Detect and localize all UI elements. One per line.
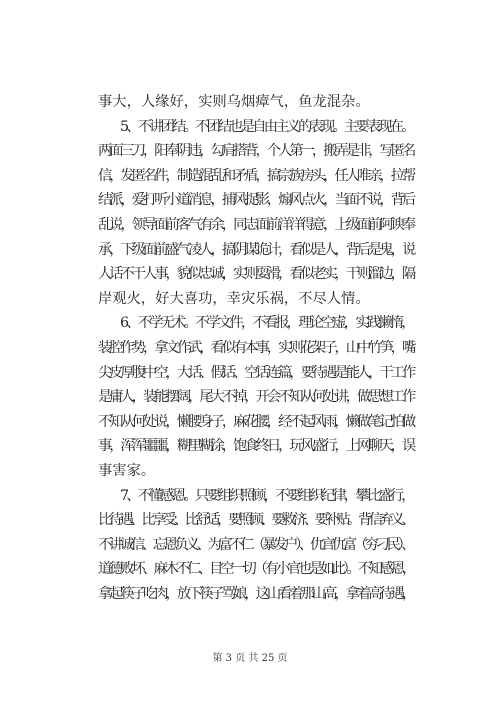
body-text	[98, 90, 416, 606]
text-line: 尖皮厚腹中空，大话、假话、空话连篇，要待遇是能人，干工作	[98, 364, 414, 381]
text-line: 承，下级面前盛气凌人，搞阴谋诡计，看似是人，背后是鬼，说	[98, 241, 414, 258]
text-line: 信，发匿名件，制造混乱和矛盾，搞宗族房头，任人唯亲，拉帮	[98, 167, 414, 184]
text-line: 5、不讲团结。不团结也是自由主义的表现。主要表现在。	[120, 118, 413, 135]
text-line: 乱说，领导面前客气有余，同志面前洋洋得意，上级面前阿谀奉	[98, 216, 414, 233]
text-line: 比待遇、比享受、比舒适，要照顾、要救济、要补贴。背信弃义、	[98, 512, 413, 529]
text-line: 事害家。	[98, 462, 156, 479]
text-line: 结派，爱打听小道消息，捕风捉影，煽风点火，当面不说，背后	[98, 192, 414, 209]
page-footer: 第 3 页 共 25 页	[212, 653, 288, 664]
text-line: 人话不干人事，貌似忠诚，实则耍滑，看似老实，干则溜边，隔	[98, 266, 414, 283]
text-line: 不知从何处说，懒腰身子，麻花腰，经不起风雨，懒做笔记怕做	[98, 413, 414, 430]
text-line: 是庸人，装能摆阔，尾大不掉，开会不知从何处讲，做思想工作	[98, 389, 414, 406]
text-line: 道德败坏、麻木不仁、目空一切（有小官也是如此）。不知感恩，	[98, 561, 414, 578]
text-line: 拿起筷子吃肉，放下筷子骂娘，这山看着那山高，拿着高待遇，	[98, 585, 414, 602]
text-line: 事，浑浑噩噩，糊里糊涂，饱食终日，玩风盛行，上网聊天，误	[98, 438, 414, 455]
text-line: 装腔作势，拿文作武，看似有本事，实则花架子，山中竹笋，嘴	[98, 339, 414, 356]
text-line: 两面三刀，阳奉阴违，勾肩搭背，个人第一，搬弄是非，写匿名	[98, 143, 414, 160]
text-line: 6、不学无术。不学文件，不看报，理论空虚，实践懒惰，	[120, 315, 413, 332]
text-line: 7、不懂感恩。只要组织照顾，不要组织纪律，攀比盛行，	[120, 487, 413, 504]
text-line: 不讲诚信、忘恩负义、为富不仁（暴发户）、仇官仇富（穷刁民）、	[98, 536, 413, 553]
text-line: 事大，人缘好，实则乌烟瘴气，鱼龙混杂。	[98, 94, 370, 110]
text-line: 岸观火，好大喜功，幸灾乐祸，不尽人情。	[98, 290, 370, 307]
